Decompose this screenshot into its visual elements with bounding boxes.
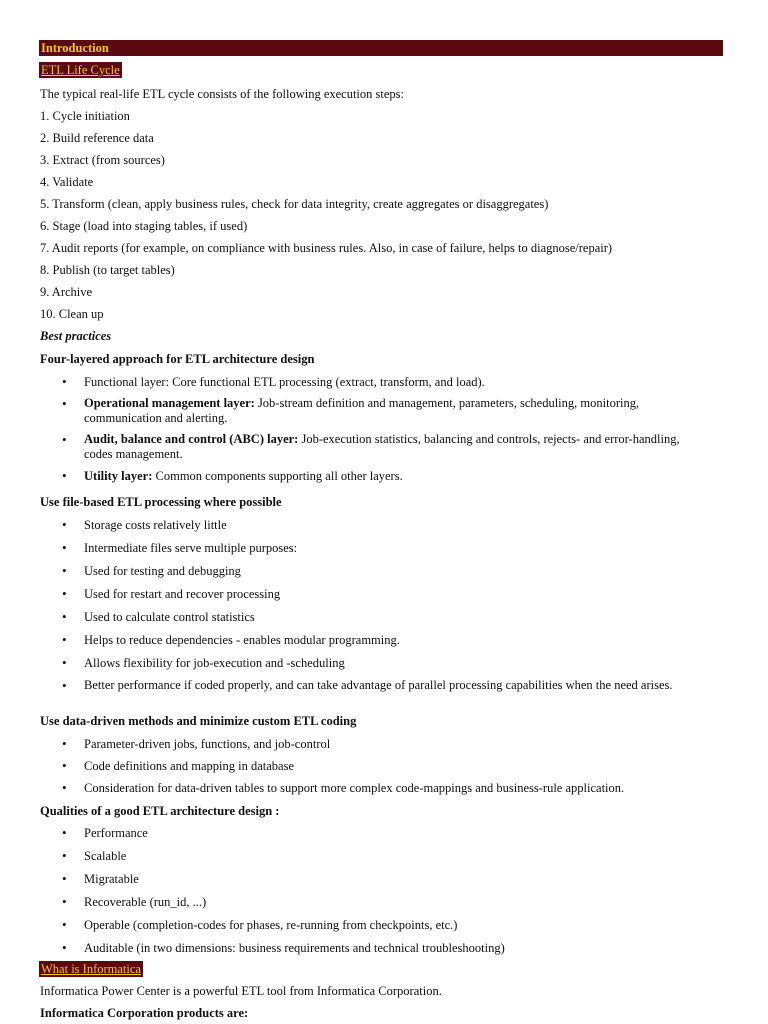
utility-layer-text: Common components supporting all other layers. (152, 469, 403, 483)
list-item (0, 468, 704, 484)
cycle-step: 8. Publish (to target tables) (40, 263, 175, 277)
list-item: • Auditable (in two dimensions: business requirements and technical troubleshooting) (0, 940, 704, 956)
data-driven-list (0, 736, 704, 796)
best-practices-heading: Best practices (40, 329, 112, 343)
operational-layer-text: Job-stream definition and management, parameters, scheduling, monitoring, communication and alerting. (84, 396, 640, 425)
list-item (0, 374, 704, 390)
list-item: • Migratable (0, 871, 704, 887)
introduction-banner: Introduction (39, 40, 723, 56)
abc-layer-label: Audit, balance and control (ABC) layer: (84, 432, 299, 446)
list-item: • Allows flexibility for job-execution and -scheduling (0, 655, 704, 671)
list-item: • Scalable (0, 848, 704, 864)
cycle-step: 2. Build reference data (40, 131, 154, 145)
cycle-step: 9. Archive (40, 285, 93, 299)
informatica-products-heading: Informatica Corporation products are: (40, 1006, 249, 1020)
four-layer-heading: Four-layered approach for ETL architecture design (40, 352, 315, 366)
cycle-step: 7. Audit reports (for example, on compliance with business rules. Also, in case of failure, helps to diagnose/repair) (40, 241, 613, 255)
functional-layer-text: Functional layer: Core functional ETL processing (extract, transform, and load). (84, 375, 485, 389)
cycle-step: 3. Extract (from sources) (40, 153, 165, 167)
list-item: • Used to calculate control statistics (0, 609, 704, 625)
list-item: • Intermediate files serve multiple purposes: (0, 540, 704, 556)
list-item: • Operable (completion-codes for phases, re-running from checkpoints, etc.) (0, 917, 704, 933)
qualities-heading: Qualities of a good ETL architecture design : (40, 804, 280, 818)
list-item: • Used for testing and debugging (0, 563, 704, 579)
utility-layer-label: Utility layer: (84, 469, 153, 483)
list-item: • Used for restart and recover processing (0, 586, 704, 602)
list-item (0, 432, 704, 462)
operational-layer-label: Operational management layer: (84, 396, 255, 410)
file-based-list (0, 517, 704, 693)
list-item: • Helps to reduce dependencies - enables modular programming. (0, 632, 704, 648)
four-layer-list (0, 374, 704, 484)
list-item: • Consideration for data-driven tables to support more complex code-mappings and business-rule application. (0, 780, 704, 796)
list-item (0, 396, 704, 426)
list-item: • Better performance if coded properly, and can take advantage of parallel processing capabilities when the need arises. (0, 678, 704, 693)
abc-layer-text: Job-execution statistics, balancing and controls, rejects- and error-handling, codes management. (84, 432, 680, 461)
list-item: • Recoverable (run_id, ...) (0, 894, 704, 910)
cycle-step: 6. Stage (load into staging tables, if used) (40, 219, 248, 233)
file-based-heading: Use file-based ETL processing where possible (40, 495, 282, 509)
list-item: • Code definitions and mapping in database (0, 758, 704, 774)
etl-life-cycle-link[interactable]: ETL Life Cycle (41, 63, 120, 77)
cycle-step: 1. Cycle initiation (40, 109, 130, 123)
cycle-step: 10. Clean up (40, 307, 104, 321)
informatica-intro: Informatica Power Center is a powerful ETL tool from Informatica Corporation. (40, 984, 442, 998)
data-driven-heading: Use data-driven methods and minimize custom ETL coding (40, 714, 357, 728)
cycle-step: 5. Transform (clean, apply business rules, check for data integrity, create aggregates or disaggregates) (40, 197, 549, 211)
etl-cycle-intro: The typical real-life ETL cycle consists of the following execution steps: (40, 87, 405, 101)
qualities-list (0, 825, 704, 956)
list-item: • Storage costs relatively little (0, 517, 704, 533)
cycle-step: 4. Validate (40, 175, 94, 189)
list-item: • Parameter-driven jobs, functions, and job-control (0, 736, 704, 752)
what-is-informatica-link[interactable]: What is Informatica (41, 962, 141, 976)
list-item: • Performance (0, 825, 704, 841)
